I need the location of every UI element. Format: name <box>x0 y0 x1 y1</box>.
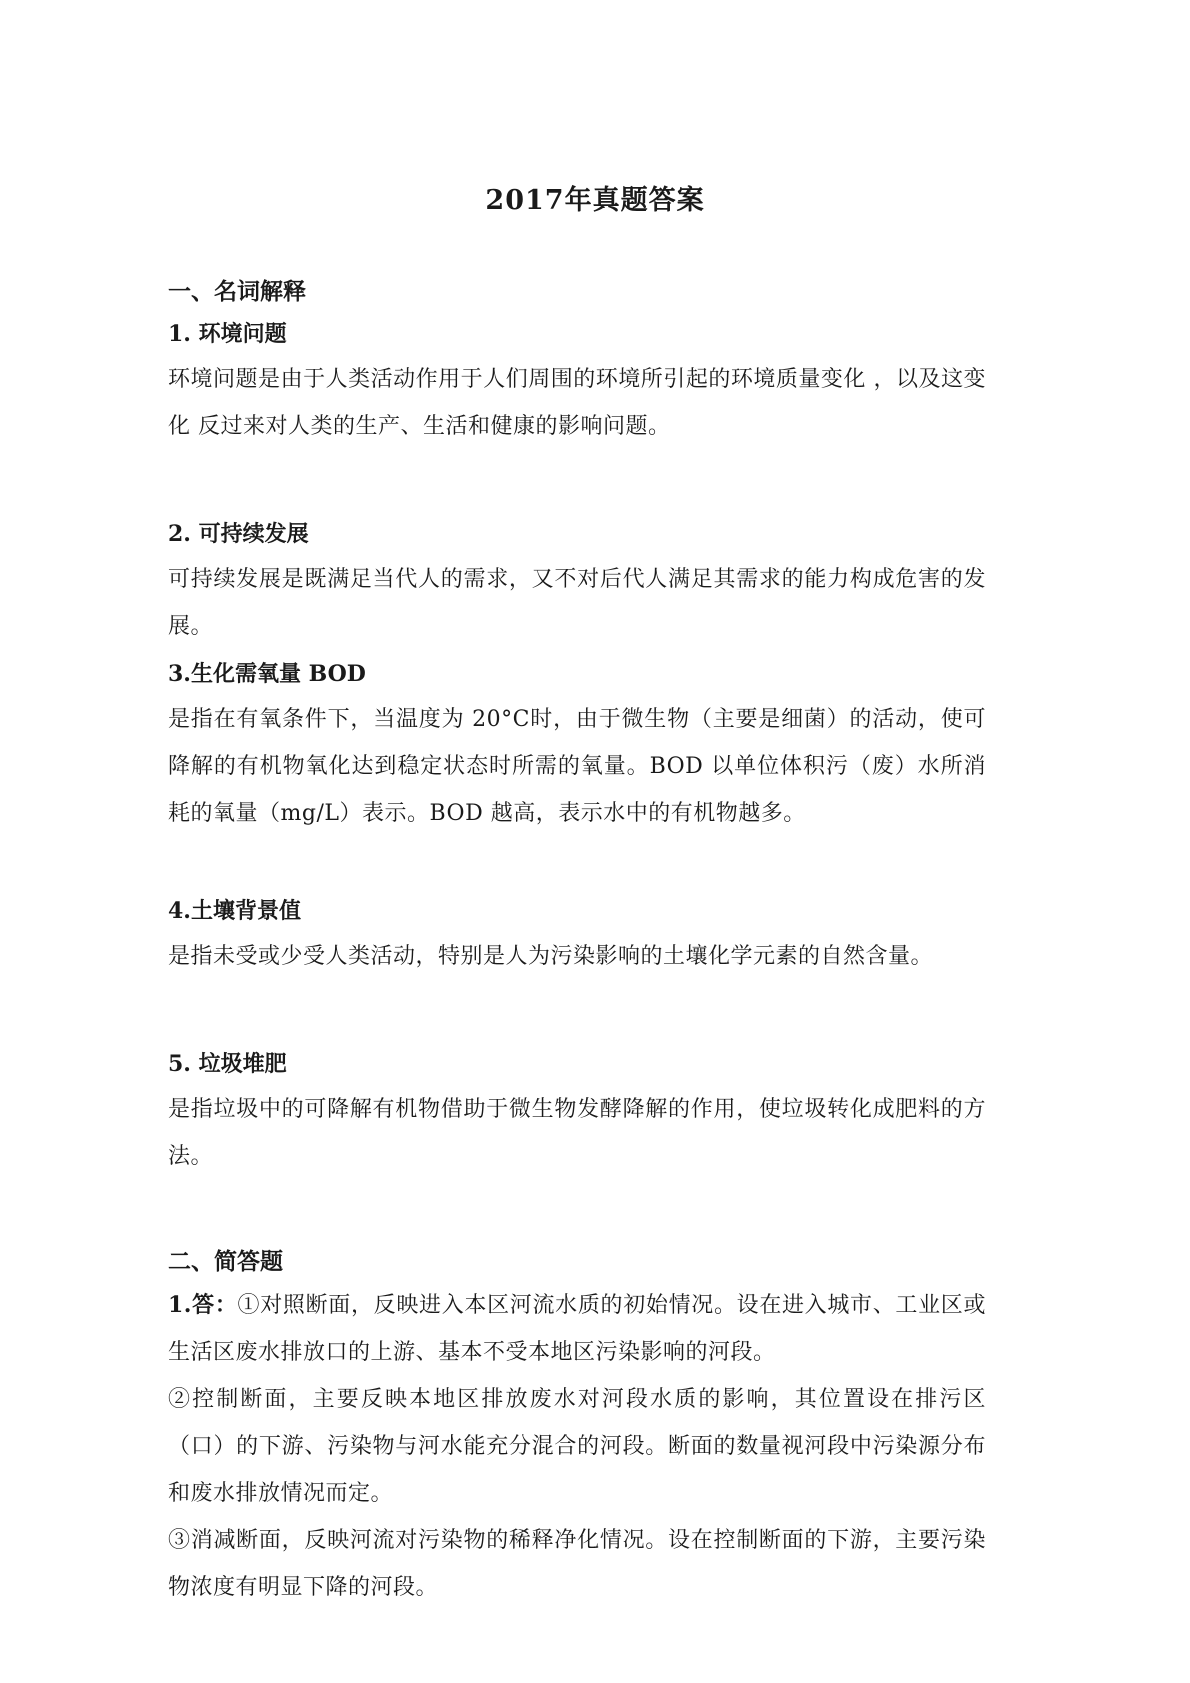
document-body <box>168 272 986 1611</box>
term-heading: 5. 垃圾堆肥 <box>168 1051 287 1077</box>
term-heading: 2. 可持续发展 <box>168 521 309 547</box>
answer-paragraph: ②控制断面，主要反映本地区排放废水对河段水质的影响，其位置设在排污区（口）的下游、污染物与河水能充分混合的河段。断面的数量视河段中污染源分布和废水排放情况而定。 <box>168 1387 986 1506</box>
answer-paragraph <box>168 1282 986 1376</box>
section-heading-short-answer: 二、简答题 <box>168 1248 283 1275</box>
answer-label: 1.答： <box>168 1292 238 1318</box>
answer-text: ①对照断面，反映进入本区河流水质的初始情况。设在进入城市、工业区或生活区废水排放口的上游、基本不受本地区污染影响的河段。 <box>168 1293 986 1365</box>
term-heading: 4.土壤背景值 <box>168 898 301 924</box>
term-heading: 3.生化需氧量 BOD <box>168 661 366 687</box>
page-title: 2017年真题答案 <box>485 185 705 216</box>
term-definition: 可持续发展是既满足当代人的需求，又不对后代人满足其需求的能力构成危害的发展。 <box>168 567 986 639</box>
term-definition: 是指未受或少受人类活动，特别是人为污染影响的土壤化学元素的自然含量。 <box>168 944 934 969</box>
section-heading-terms: 一、名词解释 <box>168 278 306 305</box>
term-heading: 1. 环境问题 <box>168 321 287 347</box>
term-definition: 是指垃圾中的可降解有机物借助于微生物发酵降解的作用，使垃圾转化成肥料的方法。 <box>168 1097 986 1169</box>
term-definition: 是指在有氧条件下，当温度为 20°C时，由于微生物（主要是细菌）的活动，使可降解的有机物氧化达到稳定状态时所需的氧量。BOD 以单位体积污（废）水所消耗的氧量（mg/L）表示。BOD 越高，表示水中的有机物越多。 <box>168 707 986 826</box>
answer-paragraph: ③消减断面，反映河流对污染物的稀释净化情况。设在控制断面的下游，主要污染物浓度有明显下降的河段。 <box>168 1528 986 1600</box>
term-definition: 环境问题是由于人类活动作用于人们周围的环境所引起的环境质量变化 ，以及这变化 反过来对人类的生产、生活和健康的影响问题。 <box>168 367 986 439</box>
